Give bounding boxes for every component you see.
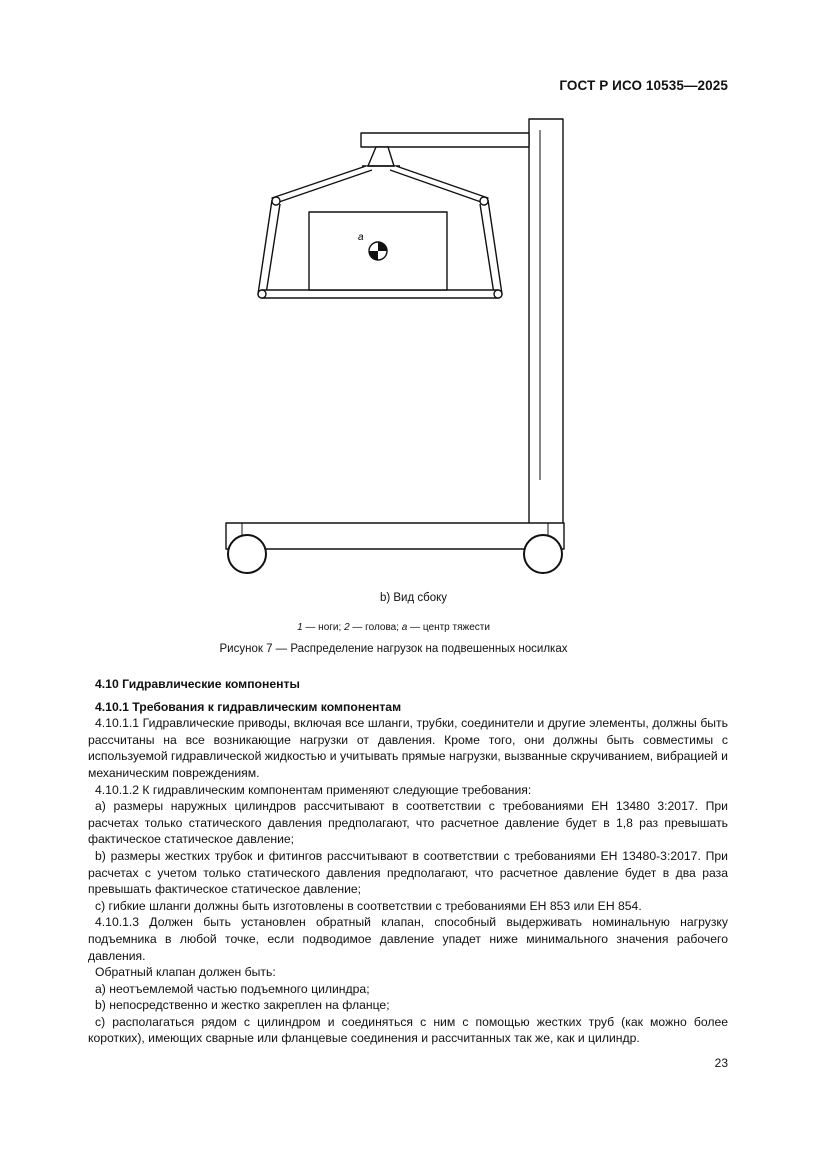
paragraph: a) неотъемлемой частью подъемного цилиндра; [95, 981, 370, 996]
figure-legend: 1 — ноги; 2 — голова; a — центр тяжести [297, 622, 490, 633]
paragraph: 4.10.1.1 Гидравлические приводы, включая все шланги, трубки, соединители и другие элементы, должны быть рассчитаны на все возникающие нагрузки от давления. Кроме того, они должны быть совместимы с используемой гидравлической жидкостью и учитывать прямые нагрузки, вызванные скручиванием, вибрацией и механическим повреждениям. [88, 716, 728, 780]
paragraph: Обратный клапан должен быть: [95, 965, 276, 980]
cog-label: a [358, 232, 364, 243]
paragraph: b) размеры жестких трубок и фитингов рассчитывают в соответствии с требованиями ЕН 13480-3:2017. При расчетах с учетом только статического давления предполагают, что расчетное давление будет в два раза превышать фактическое статическое давление; [88, 848, 728, 897]
paragraph: a) размеры наружных цилиндров рассчитывают в соответствии с требованиями ЕН 13480 3:2017. При расчетах только статического давления предполагают, что расчетное давление будет в 1,8 раз превышать фактическое статическое давление; [88, 799, 728, 847]
center-of-gravity-icon [369, 242, 387, 260]
paragraph: c) располагаться рядом с цилиндром и соединяться с ним с помощью жестких труб (как можно более коротких), имеющих сварные или фланцевые соединения и рассчитанных так же, как и цилиндр. [88, 1014, 728, 1046]
paragraph: c) гибкие шланги должны быть изготовлены в соответствии с требованиями ЕН 853 или ЕН 854. [95, 898, 642, 913]
section-body [88, 676, 728, 1047]
figure-subcaption: b) Вид сбоку [379, 592, 448, 604]
figure-title: Рисунок 7 — Распределение нагрузок на подвешенных носилках [219, 643, 568, 655]
stretcher-frame [272, 166, 372, 202]
chassis [226, 523, 564, 549]
subsection-heading: 4.10.1 Требования к гидравлическим компонентам [95, 699, 402, 714]
section-heading: 4.10 Гидравлические компоненты [95, 677, 300, 691]
wheel-left [228, 535, 266, 573]
boom-arm [361, 133, 529, 147]
wheel-right [524, 535, 562, 573]
paragraph: 4.10.1.2 К гидравлическим компонентам применяют следующие требования: [95, 782, 532, 797]
paragraph: b) непосредственно и жестко закреплен на фланце; [95, 998, 390, 1013]
mast [529, 119, 563, 527]
spreader-connector [368, 147, 394, 166]
stretcher-base [258, 290, 502, 298]
document-header: ГОСТ Р ИСО 10535—2025 [559, 78, 728, 93]
paragraph: 4.10.1.3 Должен быть установлен обратный клапан, способный выдерживать номинальную нагрузку подъемника в любой точке, если подводимое давление упадет ниже минимального значения рабочего давления. [88, 915, 728, 963]
page-number: 23 [714, 1056, 728, 1070]
